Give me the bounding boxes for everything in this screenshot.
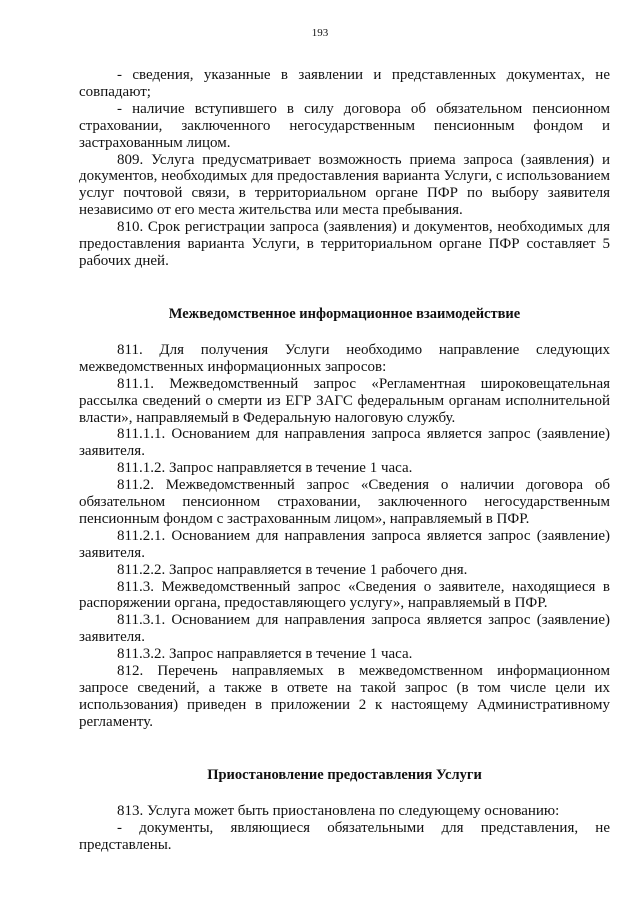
paragraph: 811.1.1. Основанием для направления запроса является запрос (заявление) заявителя.: [79, 426, 610, 460]
paragraph: 811.3. Межведомственный запрос «Сведения о заявителе, находящиеся в распоряжении органа, предоставляющего услугу», направляемый в ПФР.: [79, 578, 610, 612]
paragraph: 809. Услуга предусматривает возможность приема запроса (заявления) и документов, необходимых для предоставления варианта Услуги, с использованием услуг почтовой связи, в территориальном органе ПФР по выбору заявителя независимо от его места жительства или места пребывания.: [79, 151, 610, 219]
paragraph: 811.3.1. Основанием для направления запроса является запрос (заявление) заявителя.: [79, 612, 610, 646]
section-heading: Приостановление предоставления Услуги: [207, 766, 482, 783]
paragraph: 812. Перечень направляемых в межведомственном информационном запросе сведений, а также в ответе на такой запрос (в том числе цели их использования) приведен в приложении 2 к настоящему Административному регламенту.: [79, 663, 610, 730]
paragraph: 811.2. Межведомственный запрос «Сведения о наличии договора об обязательном пенсионном страховании, заключенного негосударственным пенсионным фондом с застрахованным лицом», направляемый в ПФР.: [79, 477, 610, 527]
document-body: [79, 67, 610, 853]
page-number: 193: [311, 27, 329, 39]
paragraph: 811.3.2. Запрос направляется в течение 1 часа.: [117, 646, 413, 663]
paragraph: 810. Срок регистрации запроса (заявления) и документов, необходимых для предоставления варианта Услуги, в территориальном органе ПФР составляет 5 рабочих дней.: [79, 219, 610, 269]
paragraph: 811.2.2. Запрос направляется в течение 1 рабочего дня.: [117, 561, 468, 578]
paragraph: - сведения, указанные в заявлении и представленных документах, не совпадают;: [79, 67, 610, 100]
paragraph: - наличие вступившего в силу договора об обязательном пенсионном страховании, заключенного негосударственным пенсионным фондом и застрахованным лицом.: [79, 100, 610, 151]
paragraph: 811. Для получения Услуги необходимо направление следующих межведомственных информационных запросов:: [79, 341, 610, 375]
paragraph: 811.1. Межведомственный запрос «Регламентная широковещательная рассылка сведений о смерти из ЕГР ЗАГС федеральным органам исполнительной власти», направляемый в Федеральную налоговую службу.: [79, 375, 610, 426]
paragraph: 813. Услуга может быть приостановлена по следующему основанию:: [117, 802, 560, 819]
paragraph: - документы, являющиеся обязательными для представления, не представлены.: [79, 819, 610, 853]
section-heading: Межведомственное информационное взаимодействие: [168, 305, 521, 322]
paragraph: 811.2.1. Основанием для направления запроса является запрос (заявление) заявителя.: [79, 527, 610, 561]
paragraph: 811.1.2. Запрос направляется в течение 1 часа.: [117, 460, 413, 477]
